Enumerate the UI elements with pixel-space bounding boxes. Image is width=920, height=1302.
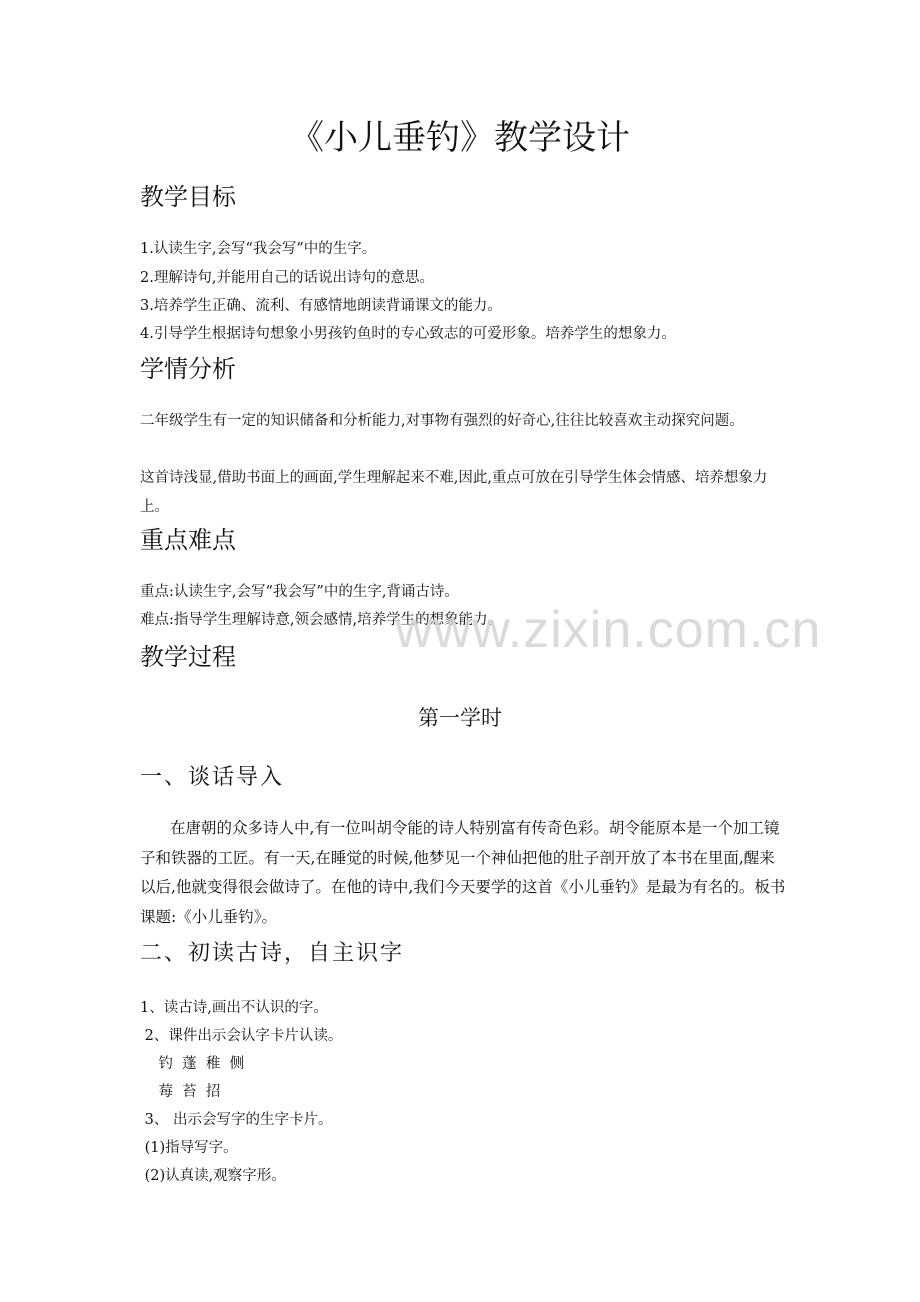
watermark: www.zixin.com.cn — [395, 601, 822, 659]
step-heading-intro: 一、谈话导入 — [140, 765, 285, 790]
step-line: 1、读古诗,画出不认识的字。 — [140, 1000, 328, 1016]
keypoint-item: 重点:认读生字,会写“我会写”中的生字,背诵古诗。 — [140, 584, 459, 600]
section-heading-analysis: 学情分析 — [140, 355, 236, 383]
section-heading-process: 教学过程 — [140, 643, 236, 671]
objective-item: 4.引导学生根据诗句想象小男孩钓鱼时的专心致志的可爱形象。培养学生的想象力。 — [140, 326, 676, 342]
objective-item: 3.培养学生正确、流利、有感情地朗读背诵课文的能力。 — [140, 298, 502, 314]
analysis-paragraph: 这首诗浅显,借助书面上的画面,学生理解起来不难,因此,重点可放在引导学生体会情感、培养想象力上。 — [140, 470, 768, 515]
analysis-paragraph: 二年级学生有一定的知识储备和分析能力,对事物有强烈的好奇心,往往比较喜欢主动探究问题。 — [140, 413, 744, 429]
keypoint-item: 难点:指导学生理解诗意,领会感情,培养学生的想象能力。 — [140, 612, 503, 628]
document-title: 《小儿垂钓》教学设计 — [290, 118, 630, 158]
char-card-line: 钓 蓬 稚 侧 — [140, 1056, 245, 1072]
section-heading-keypoints: 重点难点 — [140, 526, 236, 554]
step-line: (1)指导写字。 — [140, 1140, 238, 1156]
intro-paragraph: 在唐朝的众多诗人中,有一位叫胡令能的诗人特别富有传奇色彩。胡令能原本是一个加工镜子和铁器的工匠。有一天,在睡觉的时候,他梦见一个神仙把他的肚子剖开放了本书在里面,醒来以后,他就变得很会做诗了。在他的诗中,我们今天要学的这首《小儿垂钓》是最为有名的。板书课题:《小儿垂钓》。 — [140, 819, 786, 926]
objective-item: 2.理解诗句,并能用自己的话说出诗句的意思。 — [140, 270, 434, 286]
char-card-line: 莓 苔 招 — [140, 1084, 221, 1100]
section-heading-objectives: 教学目标 — [140, 183, 236, 211]
step-line: (2)认真读,观察字形。 — [140, 1168, 286, 1184]
step-line: 3、 出示会写字的生字卡片。 — [140, 1112, 333, 1128]
step-heading-reading: 二、初读古诗，自主识字 — [140, 941, 405, 966]
objective-item: 1.认读生字,会写“我会写”中的生字。 — [140, 241, 377, 257]
step-line: 2、课件出示会认字卡片认读。 — [140, 1028, 343, 1044]
lesson-title: 第一学时 — [418, 706, 502, 730]
